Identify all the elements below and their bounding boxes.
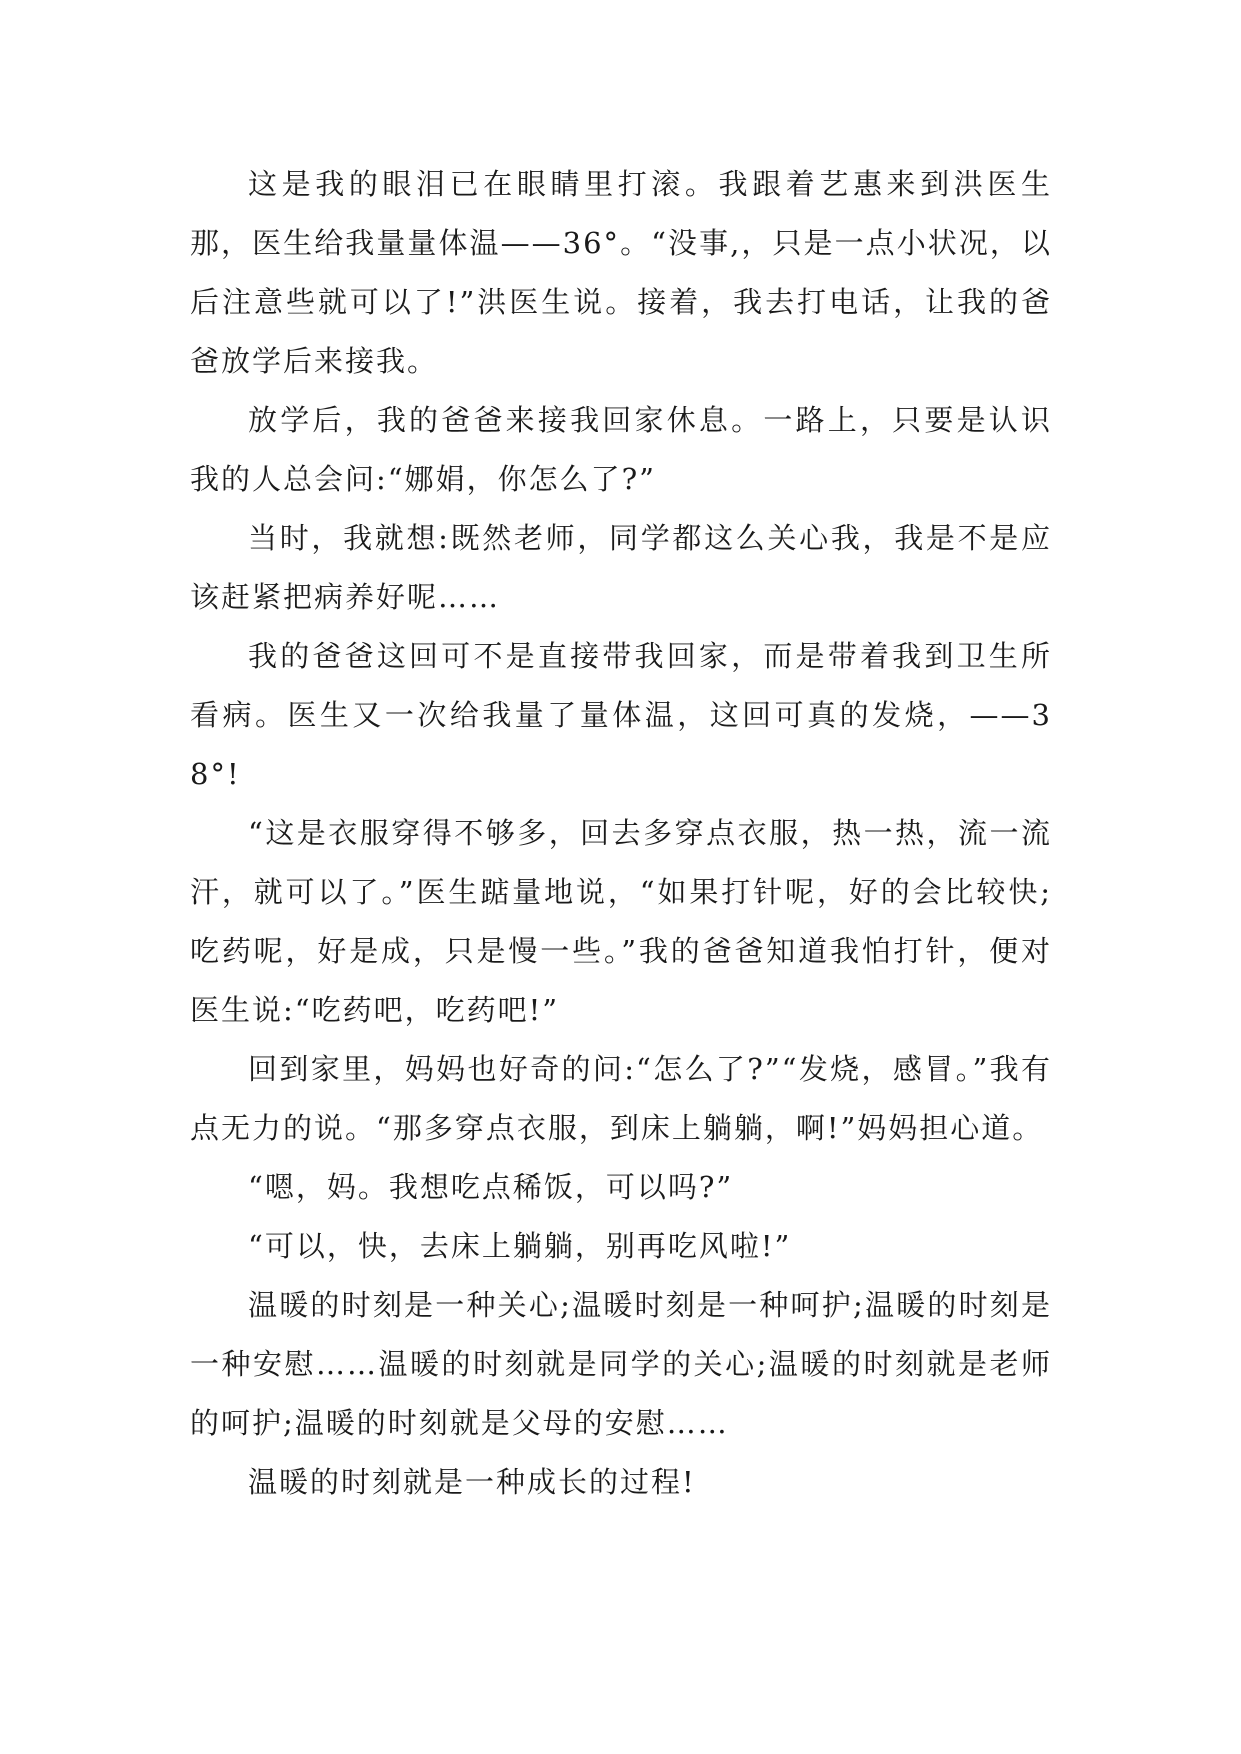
paragraph: 放学后，我的爸爸来接我回家休息。一路上，只要是认识我的人总会问:“娜娟，你怎么了?” xyxy=(190,403,1052,496)
paragraph: 这是我的眼泪已在眼睛里打滚。我跟着艺惠来到洪医生那，医生给我量量体温——36°。“没事,，只是一点小状况，以后注意些就可以了!”洪医生说。接着，我去打电话，让我的爸爸放学后来接我。 xyxy=(190,167,1052,378)
paragraph: “嗯，妈。我想吃点稀饭，可以吗?” xyxy=(248,1170,734,1204)
paragraph: 我的爸爸这回可不是直接带我回家，而是带着我到卫生所看病。医生又一次给我量了量体温，这回可真的发烧，——38°! xyxy=(190,639,1052,791)
document-body xyxy=(190,155,1052,1512)
paragraph: “这是衣服穿得不够多，回去多穿点衣服，热一热，流一流汗，就可以了。”医生踮量地说，“如果打针呢，好的会比较快;吃药呢，好是成，只是慢一些。”我的爸爸知道我怕打针，便对医生说:“吃药吧，吃药吧!” xyxy=(190,816,1052,1027)
paragraph: 当时，我就想:既然老师，同学都这么关心我，我是不是应该赶紧把病养好呢…… xyxy=(190,521,1052,614)
paragraph: 回到家里，妈妈也好奇的问:“怎么了?”“发烧，感冒。”我有点无力的说。“那多穿点衣服，到床上躺躺，啊!”妈妈担心道。 xyxy=(190,1052,1052,1145)
paragraph: 温暖的时刻就是一种成长的过程! xyxy=(248,1465,696,1499)
paragraph: “可以，快，去床上躺躺，别再吃风啦!” xyxy=(248,1229,792,1263)
paragraph: 温暖的时刻是一种关心;温暖时刻是一种呵护;温暖的时刻是一种安慰……温暖的时刻就是同学的关心;温暖的时刻就是老师的呵护;温暖的时刻就是父母的安慰…… xyxy=(190,1288,1052,1440)
